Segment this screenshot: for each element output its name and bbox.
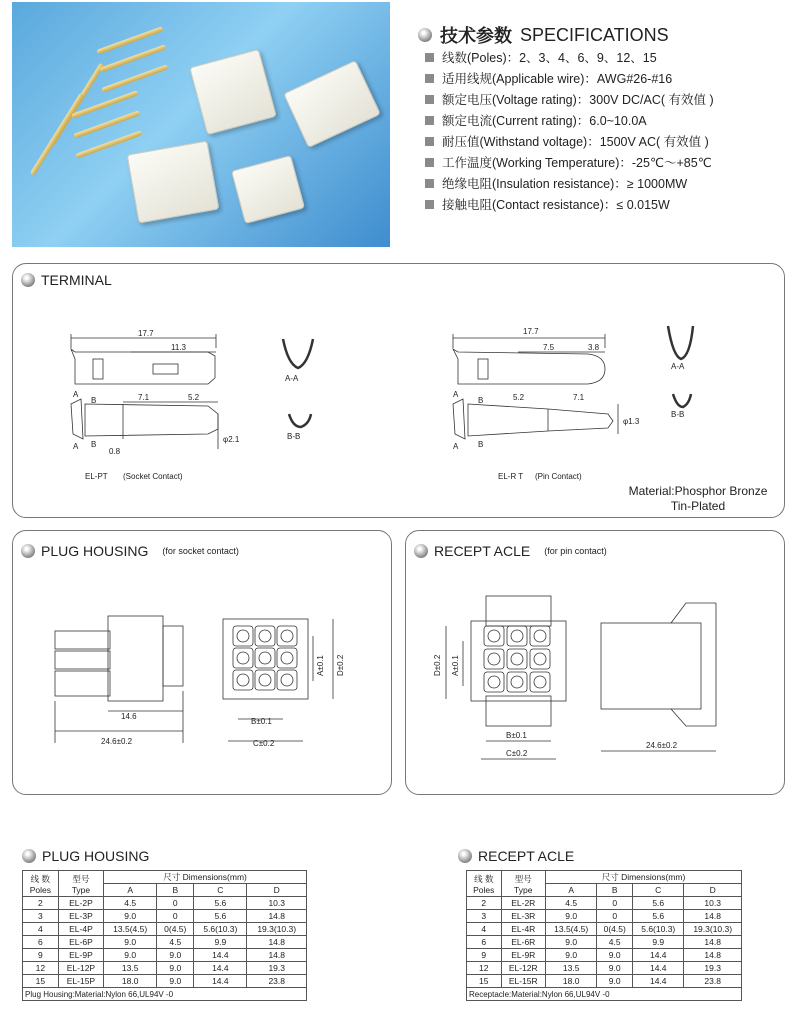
table-row <box>467 962 742 975</box>
table-cell: 9.0 <box>546 949 597 962</box>
table-cell: 14.8 <box>684 949 742 962</box>
cavity-hole <box>259 630 271 642</box>
terminal-drawing <box>13 264 786 519</box>
table-cell: 4 <box>467 923 502 936</box>
cavity-hole <box>534 630 546 642</box>
socket-dim-6: φ2.1 <box>223 435 240 444</box>
table-cell: 19.3(10.3) <box>684 923 742 936</box>
spec-value: 2、3、4、6、9、12、15 <box>519 51 657 65</box>
recept-dim-b: B±0.1 <box>506 731 527 740</box>
pin-dim-5: 7.1 <box>573 393 585 402</box>
table-cell: 2 <box>467 897 502 910</box>
table-cell: 13.5 <box>104 962 157 975</box>
table-cell: 9.0 <box>546 936 597 949</box>
spec-label-cn: 绝缘电阻 <box>442 177 493 191</box>
table-row <box>467 975 742 988</box>
dim-col-header: A <box>546 884 597 897</box>
spec-label-en: (Poles)： <box>467 51 520 65</box>
dim-col-header: C <box>194 884 247 897</box>
plug-dim-14-6: 14.6 <box>121 712 137 721</box>
cavity <box>233 670 253 690</box>
table-cell: 9.0 <box>597 962 633 975</box>
spec-label-cn: 工作温度 <box>442 156 493 170</box>
dim-col-header: B <box>597 884 633 897</box>
dimension-table <box>466 870 742 1001</box>
table-cell: 14.8 <box>247 949 307 962</box>
pin-dim-2: 7.5 <box>543 343 555 352</box>
table-cell: 4.5 <box>597 936 633 949</box>
terminal-title-text: TERMINAL <box>41 272 112 288</box>
spec-item <box>425 69 672 87</box>
dim-col-header: A <box>104 884 157 897</box>
socket-a-bottom: A <box>73 442 79 451</box>
cavity-hole <box>259 652 271 664</box>
table-cell: 9.0 <box>157 962 194 975</box>
socket-sec-aa: A-A <box>285 374 299 383</box>
table-cell: 9.0 <box>546 910 597 923</box>
socket-code: EL-PT <box>85 472 108 481</box>
table-cell: 18.0 <box>104 975 157 988</box>
table-cell: EL-9P <box>58 949 103 962</box>
plug-table <box>22 870 307 1001</box>
table-cell: 14.4 <box>194 975 247 988</box>
cavity-hole <box>534 676 546 688</box>
table-cell: 14.4 <box>194 949 247 962</box>
table-cell: 0 <box>597 897 633 910</box>
spec-label-en: (Applicable wire)： <box>492 72 597 86</box>
dim-col-header: D <box>247 884 307 897</box>
table-cell: EL-9R <box>501 949 545 962</box>
table-cell: 5.6(10.3) <box>633 923 684 936</box>
pin-dim-6: φ1.3 <box>623 417 640 426</box>
pin-code: EL-R T <box>498 472 524 481</box>
spec-item <box>425 174 687 192</box>
table-cell: 9.0 <box>104 936 157 949</box>
table-cell: 9.9 <box>194 936 247 949</box>
pin-a-bottom: A <box>453 442 459 451</box>
table-cell: EL-3P <box>58 910 103 923</box>
table-cell: EL-12R <box>501 962 545 975</box>
pin-a-top: A <box>453 390 459 399</box>
table-cell: 15 <box>467 975 502 988</box>
table-cell: 13.5(4.5) <box>546 923 597 936</box>
cavity-hole <box>511 676 523 688</box>
spec-item <box>425 111 647 129</box>
cavity-hole <box>511 653 523 665</box>
table-cell: 9.0 <box>157 949 194 962</box>
cavity <box>484 672 504 692</box>
table-row <box>23 975 307 988</box>
table-cell: EL-4P <box>58 923 103 936</box>
cavity <box>530 649 550 669</box>
plug-dim-d: D±0.2 <box>336 654 345 676</box>
spec-label-cn: 额定电压 <box>442 93 493 107</box>
dims-header: 尺寸 Dimensions(mm) <box>104 871 307 884</box>
table-cell: 9.0 <box>157 975 194 988</box>
plug-drawing <box>13 531 393 796</box>
socket-sec-bb: B-B <box>287 432 301 441</box>
spec-value: ≥ 1000MW <box>626 177 688 191</box>
table-cell: EL-12P <box>58 962 103 975</box>
socket-dim-2: 11.3 <box>171 343 186 352</box>
table-row <box>23 962 307 975</box>
cavity-hole <box>488 630 500 642</box>
table-cell: EL-4R <box>501 923 545 936</box>
table-cell: 9.0 <box>597 949 633 962</box>
table-cell: 12 <box>23 962 59 975</box>
spec-title-cn: 技术参数 <box>440 26 512 46</box>
product-photo <box>12 2 390 247</box>
spec-item <box>425 195 670 213</box>
cavity <box>277 670 297 690</box>
dim-col-header: B <box>157 884 194 897</box>
table-row <box>467 897 742 910</box>
table-cell: 5.6 <box>194 910 247 923</box>
bullet-icon <box>22 849 36 863</box>
cavity <box>277 626 297 646</box>
cavity <box>233 626 253 646</box>
socket-desc: (Socket Contact) <box>123 472 183 481</box>
socket-b-top: B <box>91 396 97 405</box>
table-cell: EL-6P <box>58 936 103 949</box>
table-cell: 18.0 <box>546 975 597 988</box>
cavity-hole <box>237 630 249 642</box>
table-cell: 9.0 <box>597 975 633 988</box>
table-cell: 0(4.5) <box>157 923 194 936</box>
pin-dim-3: 3.8 <box>588 343 600 352</box>
table-cell: 14.4 <box>633 975 684 988</box>
table-cell: 0 <box>597 910 633 923</box>
table-cell: 14.8 <box>247 936 307 949</box>
square-bullet-icon <box>425 116 434 125</box>
plug-drawing-title-text: PLUG HOUSING <box>41 543 149 559</box>
table-cell: 19.3(10.3) <box>247 923 307 936</box>
spec-label-en: (Working Temperature)： <box>492 156 632 170</box>
cavity-hole <box>281 674 293 686</box>
dim-col-header: C <box>633 884 684 897</box>
table-cell: 4.5 <box>157 936 194 949</box>
dims-header: 尺寸 Dimensions(mm) <box>546 871 742 884</box>
table-cell: 9.0 <box>104 949 157 962</box>
table-cell: 14.4 <box>633 949 684 962</box>
plug-dim-a: A±0.1 <box>316 655 325 676</box>
table-cell: 10.3 <box>684 897 742 910</box>
table-cell: 3 <box>23 910 59 923</box>
table-cell: 9 <box>467 949 502 962</box>
spec-value: 6.0~10.0A <box>589 114 647 128</box>
table-cell: 4 <box>23 923 59 936</box>
cavity-hole <box>488 676 500 688</box>
spec-value: -25℃～+85℃ <box>631 156 712 170</box>
spec-label-en: (Voltage rating)： <box>492 93 590 107</box>
table-cell: 0 <box>157 897 194 910</box>
table-cell: 2 <box>23 897 59 910</box>
cavity-hole <box>281 652 293 664</box>
table-cell: 5.6 <box>194 897 247 910</box>
dim-col-header: D <box>684 884 742 897</box>
table-row <box>23 936 307 949</box>
table-cell: EL-15P <box>58 975 103 988</box>
cavity <box>507 672 527 692</box>
table-row <box>467 949 742 962</box>
pin-sec-bb: B-B <box>671 410 685 419</box>
material-note <box>618 484 778 514</box>
table-cell: 9 <box>23 949 59 962</box>
plug-drawing-note: (for socket contact) <box>162 546 239 556</box>
table-cell: 3 <box>467 910 502 923</box>
recept-drawing-title-text: RECEPT ACLE <box>434 543 531 559</box>
table-cell: 14.8 <box>247 910 307 923</box>
socket-dim-4: 5.2 <box>188 393 200 402</box>
spec-item <box>425 153 712 171</box>
cavity <box>255 670 275 690</box>
cavity-hole <box>237 674 249 686</box>
table-cell: 13.5(4.5) <box>104 923 157 936</box>
recept-table-title <box>458 848 574 864</box>
recept-dim-a: A±0.1 <box>451 655 460 676</box>
socket-a-top: A <box>73 390 79 399</box>
cavity-hole <box>511 630 523 642</box>
cavity-hole <box>237 652 249 664</box>
cavity <box>507 626 527 646</box>
terminal-panel <box>12 263 785 518</box>
cavity <box>530 672 550 692</box>
material-text: Material:Phosphor Bronze <box>628 484 768 498</box>
bullet-icon <box>418 28 432 42</box>
plating-text: Tin-Plated <box>670 499 726 513</box>
table-cell: 14.8 <box>684 936 742 949</box>
table-row <box>23 897 307 910</box>
cavity <box>507 649 527 669</box>
spec-title-en: SPECIFICATIONS <box>520 24 669 45</box>
poles-header: 线 数 Poles <box>467 871 502 897</box>
plug-dim-24-6: 24.6±0.2 <box>101 737 133 746</box>
table-cell: 5.6(10.3) <box>194 923 247 936</box>
table-cell: 13.5 <box>546 962 597 975</box>
table-cell: 14.8 <box>684 910 742 923</box>
table-cell: EL-6R <box>501 936 545 949</box>
pin-dim-4: 5.2 <box>513 393 525 402</box>
square-bullet-icon <box>425 74 434 83</box>
table-cell: 19.3 <box>684 962 742 975</box>
table-cell: EL-2R <box>501 897 545 910</box>
spec-value: 1500V AC( 有效值 ) <box>599 135 709 149</box>
table-row <box>23 949 307 962</box>
spec-label-cn: 耐压值 <box>442 135 480 149</box>
table-cell: 4.5 <box>546 897 597 910</box>
spec-label-cn: 适用线规 <box>442 72 493 86</box>
poles-header: 线 数 Poles <box>23 871 59 897</box>
square-bullet-icon <box>425 95 434 104</box>
table-cell: 0(4.5) <box>597 923 633 936</box>
cavity-hole <box>534 653 546 665</box>
plug-table-title <box>22 848 149 864</box>
square-bullet-icon <box>425 200 434 209</box>
table-cell: EL-15R <box>501 975 545 988</box>
spec-label-en: (Withstand voltage)： <box>479 135 600 149</box>
table-row <box>467 923 742 936</box>
type-header: 型号 Type <box>501 871 545 897</box>
cavity <box>484 626 504 646</box>
table-cell: EL-3R <box>501 910 545 923</box>
plug-table-title-text: PLUG HOUSING <box>42 848 150 864</box>
table-cell: 5.6 <box>633 897 684 910</box>
cavity <box>484 649 504 669</box>
socket-dim-5: 0.8 <box>109 447 121 456</box>
spec-value: AWG#26-#16 <box>596 72 673 86</box>
table-cell: 5.6 <box>633 910 684 923</box>
spec-label-en: (Insulation resistance)： <box>492 177 627 191</box>
socket-dim-3: 7.1 <box>138 393 150 402</box>
table-row <box>23 910 307 923</box>
dimension-table <box>22 870 307 1001</box>
table-cell: 23.8 <box>684 975 742 988</box>
table-cell: 10.3 <box>247 897 307 910</box>
table-cell: 15 <box>23 975 59 988</box>
type-header: 型号 Type <box>58 871 103 897</box>
socket-b-bottom: B <box>91 440 97 449</box>
table-cell: 6 <box>23 936 59 949</box>
pin-sec-aa: A-A <box>671 362 685 371</box>
plug-dim-b: B±0.1 <box>251 717 272 726</box>
recept-table <box>466 870 742 1001</box>
table-cell: 23.8 <box>247 975 307 988</box>
table-cell: 12 <box>467 962 502 975</box>
square-bullet-icon <box>425 137 434 146</box>
table-footer: Plug Housing:Material:Nylon 66,UL94V -0 <box>23 988 307 1001</box>
spec-label-en: (Current rating)： <box>492 114 590 128</box>
socket-dim-1: 17.7 <box>138 329 154 338</box>
spec-item <box>425 48 657 66</box>
cavity <box>233 648 253 668</box>
table-cell: EL-2P <box>58 897 103 910</box>
cavity <box>255 626 275 646</box>
recept-drawing <box>406 531 786 796</box>
square-bullet-icon <box>425 158 434 167</box>
table-cell: 14.4 <box>633 962 684 975</box>
cavity <box>277 648 297 668</box>
pin-b-bottom: B <box>478 440 484 449</box>
square-bullet-icon <box>425 53 434 62</box>
spec-item <box>425 132 709 150</box>
cavity <box>255 648 275 668</box>
recept-table-title-text: RECEPT ACLE <box>478 848 575 864</box>
spec-label-cn: 线数 <box>442 51 468 65</box>
square-bullet-icon <box>425 179 434 188</box>
recept-dim-c: C±0.2 <box>506 749 528 758</box>
spec-value: 300V DC/AC( 有效值 ) <box>589 93 714 107</box>
pin-b-top: B <box>478 396 484 405</box>
table-cell: 6 <box>467 936 502 949</box>
table-cell: 9.0 <box>104 910 157 923</box>
cavity-hole <box>488 653 500 665</box>
bullet-icon <box>458 849 472 863</box>
table-row <box>23 923 307 936</box>
recept-dim-d: D±0.2 <box>433 654 442 676</box>
recept-drawing-note: (for pin contact) <box>544 546 607 556</box>
cavity <box>530 626 550 646</box>
table-cell: 0 <box>157 910 194 923</box>
plug-dim-c: C±0.2 <box>253 739 275 748</box>
spec-label-cn: 接触电阻 <box>442 198 493 212</box>
table-cell: 14.4 <box>194 962 247 975</box>
table-footer: Receptacle:Material:Nylon 66,UL94V -0 <box>467 988 742 1001</box>
cavity-hole <box>259 674 271 686</box>
spec-title <box>418 22 669 48</box>
plug-drawing-panel <box>12 530 392 795</box>
spec-value: ≤ 0.015W <box>616 198 670 212</box>
table-row <box>467 936 742 949</box>
spec-label-en: (Contact resistance)： <box>492 198 617 212</box>
pin-dim-1: 17.7 <box>523 327 539 336</box>
recept-dim-24-6: 24.6±0.2 <box>646 741 678 750</box>
recept-drawing-panel <box>405 530 785 795</box>
pin-desc: (Pin Contact) <box>535 472 582 481</box>
spec-item <box>425 90 714 108</box>
spec-label-cn: 额定电流 <box>442 114 493 128</box>
cavity-hole <box>281 630 293 642</box>
table-cell: 9.9 <box>633 936 684 949</box>
table-cell: 4.5 <box>104 897 157 910</box>
table-row <box>467 910 742 923</box>
table-cell: 19.3 <box>247 962 307 975</box>
